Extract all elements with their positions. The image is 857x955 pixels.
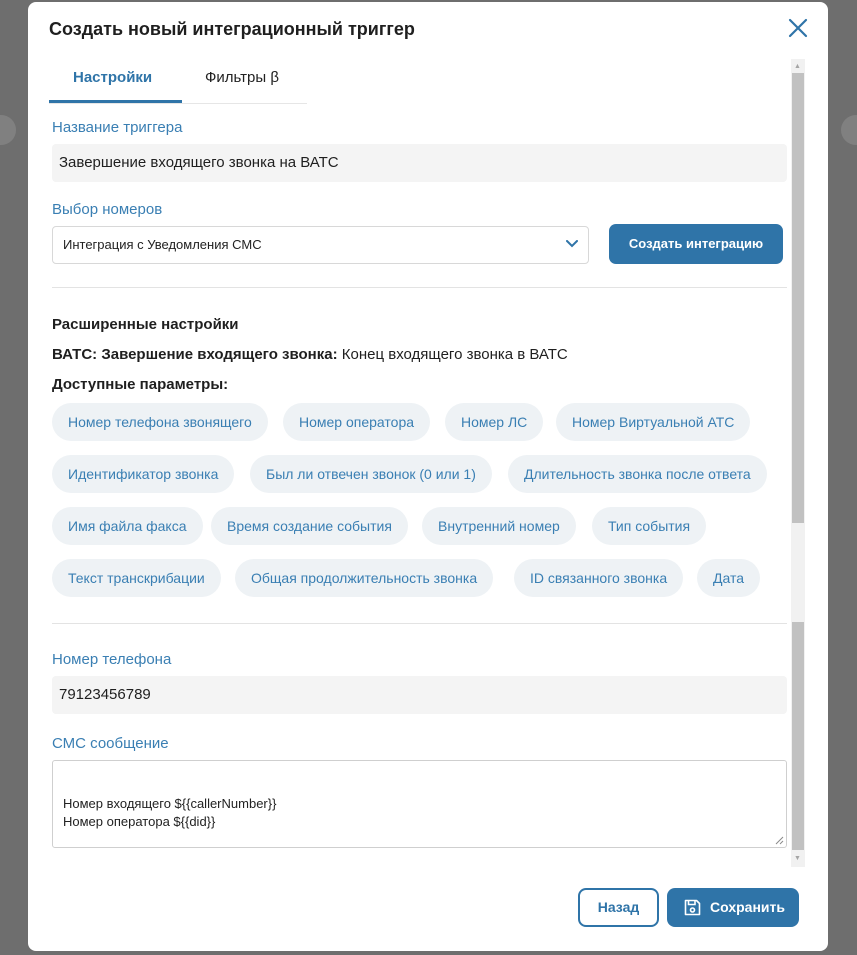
param-chip[interactable]: Номер оператора [283, 403, 430, 441]
background-element [841, 115, 857, 145]
tab-filters[interactable]: Фильтры β [205, 69, 279, 86]
param-chip[interactable]: Был ли отвечен звонок (0 или 1) [250, 455, 492, 493]
param-chip[interactable]: Длительность звонка после ответа [508, 455, 767, 493]
divider [52, 623, 787, 624]
scroll-down-arrow-icon[interactable]: ▼ [794, 855, 801, 862]
divider [52, 287, 787, 288]
numbers-select[interactable] [52, 226, 589, 264]
event-name: ВАТС: Завершение входящего звонка: [52, 346, 338, 363]
param-chip[interactable]: Дата [697, 559, 760, 597]
trigger-name-label: Название триггера [52, 119, 183, 136]
modal-title: Создать новый интеграционный триггер [49, 19, 415, 39]
scrollbar[interactable] [791, 59, 805, 867]
close-icon [786, 16, 810, 40]
scrollbar-thumb[interactable] [792, 622, 804, 850]
close-button[interactable] [786, 16, 810, 40]
param-chip[interactable]: Время создание события [211, 507, 408, 545]
sms-text: Номер входящего ${{callerNumber}} Номер оператора ${{did}} [63, 796, 277, 829]
param-chip[interactable]: ID связанного звонка [514, 559, 683, 597]
save-button[interactable] [667, 888, 799, 927]
param-chip[interactable]: Внутренний номер [422, 507, 576, 545]
param-chip[interactable]: Номер ЛС [445, 403, 543, 441]
param-chip[interactable]: Номер Виртуальной АТС [556, 403, 750, 441]
save-button-label: Сохранить [710, 899, 785, 915]
event-desc: Конец входящего звонка в ВАТС [341, 346, 568, 363]
numbers-select-value: Интеграция с Уведомления СМС [63, 237, 262, 252]
param-chip[interactable]: Общая продолжительность звонка [235, 559, 493, 597]
phone-input[interactable]: 79123456789 [52, 676, 787, 714]
advanced-settings-title: Расширенные настройки [52, 316, 239, 333]
create-trigger-modal [28, 2, 828, 951]
create-integration-button[interactable]: Создать интеграцию [609, 224, 783, 264]
tab-bar [49, 59, 307, 104]
param-chip[interactable]: Номер телефона звонящего [52, 403, 268, 441]
param-chip[interactable]: Идентификатор звонка [52, 455, 234, 493]
floppy-disk-icon [684, 899, 701, 916]
param-chip[interactable]: Тип события [592, 507, 706, 545]
sms-textarea[interactable] [52, 760, 787, 848]
numbers-label: Выбор номеров [52, 201, 163, 218]
available-params-title: Доступные параметры: [52, 376, 229, 393]
param-chip[interactable]: Имя файла факса [52, 507, 203, 545]
active-tab-indicator [49, 100, 182, 103]
param-chip[interactable]: Текст транскрибации [52, 559, 221, 597]
background-element [0, 115, 16, 145]
sms-label: СМС сообщение [52, 735, 169, 752]
scrollbar-thumb[interactable] [792, 73, 804, 523]
scroll-up-arrow-icon[interactable]: ▲ [794, 63, 801, 70]
phone-label: Номер телефона [52, 651, 172, 668]
resize-grip-icon[interactable] [775, 836, 784, 845]
tab-settings[interactable]: Настройки [73, 69, 153, 86]
event-description [52, 346, 568, 363]
trigger-name-input[interactable]: Завершение входящего звонка на ВАТС [52, 144, 787, 182]
modal-content [49, 59, 806, 867]
back-button[interactable]: Назад [578, 888, 659, 927]
chevron-down-icon [566, 240, 578, 248]
